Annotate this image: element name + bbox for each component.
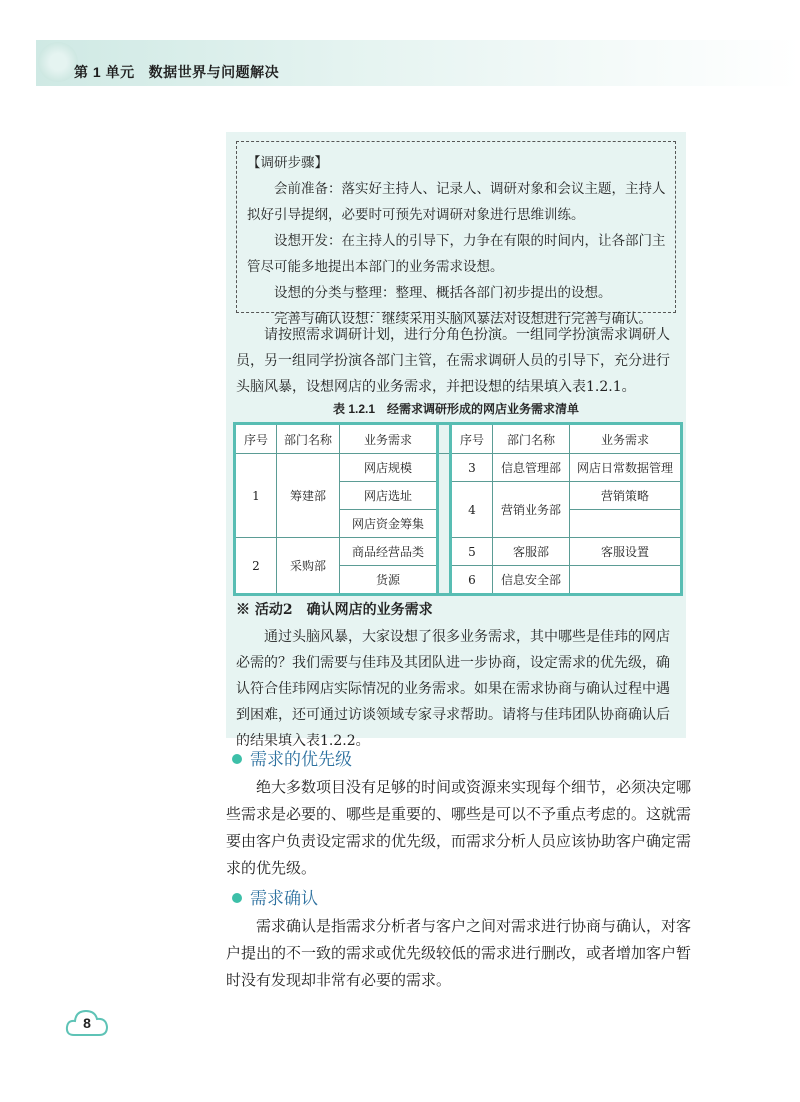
unit-label: 第 1 单元 — [74, 64, 135, 80]
instruction-text: 请按照需求调研计划，进行分角色扮演。一组同学扮演需求调研人员，另一组同学扮演各部门主管，在需求调研人员的引导下，充分进行头脑风暴，设想网店的业务需求，并把设想的结果填入表1.2.1。 — [236, 327, 670, 395]
section-priority-text: 绝大多数项目没有足够的时间或资源来实现每个细节，必须决定哪些需求是必要的、哪些是重要的、哪些是可以不予重点考虑的。这就需要由客户负责设定需求的优先级，而需求分析人员应该协助客户确定需求的优先级。 — [226, 778, 692, 877]
cell-need: 货源 — [340, 566, 438, 595]
activity2-text: 通过头脑风暴，大家设想了很多业务需求，其中哪些是佳玮的网店必需的？我们需要与佳玮及其团队进一步协商，设定需求的优先级，确认符合佳玮网店实际情况的业务需求。如果在需求协商与确认过程中遇到困难，还可通过访谈领域专家寻求帮助。请将与佳玮团队协商确认后的结果填入表1.2.2。 — [236, 629, 670, 749]
cell-need: 网店选址 — [340, 482, 438, 510]
cell-no: 6 — [451, 566, 493, 595]
cell-dept: 信息安全部 — [493, 566, 570, 595]
cell-dept: 客服部 — [493, 538, 570, 566]
step-line: 完善与确认设想：继续采用头脑风暴法对设想进行完善与确认。 — [274, 311, 652, 327]
bullet-dot-icon — [232, 893, 242, 903]
bullet-dot-icon — [232, 754, 242, 764]
page-number: 8 — [83, 1015, 91, 1031]
section-title-text: 需求确认 — [250, 889, 318, 909]
header-cell: 序号 — [235, 424, 277, 454]
cell-dept: 信息管理部 — [493, 454, 570, 482]
cell-dept: 营销业务部 — [493, 482, 570, 538]
cell-dept: 筹建部 — [277, 454, 340, 538]
header-cell: 部门名称 — [277, 424, 340, 454]
steps-heading: 【调研步骤】 — [247, 155, 328, 171]
cell-need: 网店资金筹集 — [340, 510, 438, 538]
header-cell: 业务需求 — [340, 424, 438, 454]
header-cell: 序号 — [451, 424, 493, 454]
cell-no: 3 — [451, 454, 493, 482]
unit-title: 数据世界与问题解决 — [148, 64, 280, 80]
table-caption: 表 1.2.1 经需求调研形成的网店业务需求清单 — [332, 402, 580, 416]
header-cell: 部门名称 — [493, 424, 570, 454]
section-confirm-title — [232, 884, 318, 909]
cell-dept: 采购部 — [277, 538, 340, 595]
table-gap — [438, 454, 451, 595]
cell-no: 4 — [451, 482, 493, 538]
step-line: 会前准备：落实好主持人、记录人、调研对象和会议主题，主持人拟好引导提纲，必要时可预先对调研对象进行思维训练。 — [247, 181, 666, 223]
table-row — [235, 538, 682, 566]
table-gap — [438, 424, 451, 454]
cell-no: 5 — [451, 538, 493, 566]
section-priority-title — [232, 745, 352, 770]
cell-need: 商品经营品类 — [340, 538, 438, 566]
section-title-text: 需求的优先级 — [250, 750, 352, 770]
step-line: 设想开发：在主持人的引导下，力争在有限的时间内，让各部门主管尽可能多地提出本部门的业务需求设想。 — [247, 233, 666, 275]
requirements-table — [233, 422, 683, 596]
cell-need: 网店规模 — [340, 454, 438, 482]
cell-need-empty — [570, 510, 682, 538]
cell-no: 1 — [235, 454, 277, 538]
cell-no: 2 — [235, 538, 277, 595]
cell-need: 客服设置 — [570, 538, 682, 566]
activity2-title: ※ 活动2 确认网店的业务需求 — [236, 602, 433, 618]
section-confirm-text: 需求确认是指需求分析者与客户之间对需求进行协商与确认，对客户提出的不一致的需求或优先级较低的需求进行删改，或者增加客户暂时没有发现却非常有必要的需求。 — [226, 917, 692, 989]
cell-need-empty — [570, 566, 682, 595]
table-row — [235, 454, 682, 482]
header-decoration-icon — [38, 42, 78, 82]
research-steps-box — [236, 141, 676, 327]
step-line: 设想的分类与整理：整理、概括各部门初步提出的设想。 — [274, 285, 612, 301]
cell-need: 营销策略 — [570, 482, 682, 510]
cell-need: 网店日常数据管理 — [570, 454, 682, 482]
header-cell: 业务需求 — [570, 424, 682, 454]
running-header — [74, 62, 293, 82]
table-header-row — [235, 424, 682, 454]
